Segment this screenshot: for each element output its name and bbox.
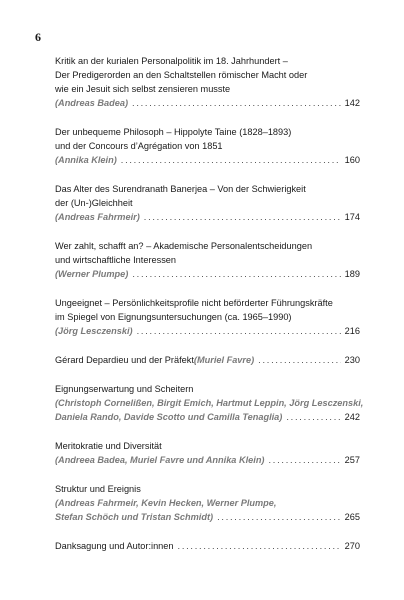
dot-leader [286,410,341,424]
entry-page-number: 270 [344,541,360,551]
toc-entry [55,539,360,553]
entry-final-line [55,324,360,338]
dot-leader [132,96,341,110]
entry-title-line: Der Predigerorden an den Schaltstellen römischer Macht oder [55,70,308,80]
entry-author-line: (Christoph Cornelißen, Birgit Emich, Hartmut Leppin, Jörg Lesczenski, [55,398,364,408]
entry-page-number: 242 [344,412,360,422]
toc-entry [55,182,360,224]
entry-final-line [55,410,360,424]
entry-title-line: Ungeeignet – Persönlichkeitsprofile nicht beförderter Führungskräfte [55,298,333,308]
entry-author: Stefan Schöch und Tristan Schmidt) [55,512,214,522]
entry-page-number: 230 [344,355,360,365]
entry-title-line: Eignungserwartung und Scheitern [55,384,194,394]
page-number: 6 [35,30,42,44]
entry-author-line: (Andreas Fahrmeir, Kevin Hecken, Werner Plumpe, [55,498,277,508]
entry-author: (Andreea Badea, Muriel Favre und Annika Klein) [55,455,265,465]
entry-title-line: Das Alter des Surendranath Banerjea – Von der Schwierigkeit [55,184,306,194]
toc-entry [55,482,360,524]
entry-final-line [55,453,360,467]
toc-entry [55,353,360,367]
entry-title-line: der (Un-)Gleichheit [55,198,133,208]
toc-entry [55,54,360,110]
dot-leader [132,267,341,281]
entry-title-line: Meritokratie und Diversität [55,441,162,451]
entry-author: (Jörg Lesczenski) [55,326,133,336]
dot-leader [121,153,341,167]
entry-page-number: 142 [344,98,360,108]
entry-page-number: 257 [344,455,360,465]
entry-author: (Andreas Fahrmeir) [55,212,140,222]
entry-author: (Annika Klein) [55,155,117,165]
entry-title: Gérard Depardieu und der Präfekt [55,355,194,365]
toc-entry [55,439,360,467]
entry-page-number: 160 [344,155,360,165]
entry-title-line: Struktur und Ereignis [55,484,141,494]
dot-leader [178,539,341,553]
dot-leader [144,210,341,224]
entry-final-line [55,153,360,167]
entry-title-line: im Spiegel von Eignungsuntersuchungen (ca. 1965–1990) [55,312,292,322]
dot-leader [217,510,341,524]
entry-final-line [55,539,360,553]
entry-final-line [55,510,360,524]
table-of-contents [55,54,364,568]
entry-author: Daniela Rando, Davide Scotto und Camilla Tenaglia) [55,412,283,422]
entry-title-line: wie ein Jesuit sich selbst zensieren musste [55,84,231,94]
entry-author: (Muriel Favre) [193,355,255,365]
entry-page-number: 216 [344,326,360,336]
entry-author: (Werner Plumpe) [55,269,129,279]
toc-entry [55,239,360,281]
dot-leader [269,453,342,467]
entry-page-number: 265 [344,512,360,522]
toc-entry [55,125,360,167]
entry-author: (Andreas Badea) [55,98,129,108]
dot-leader [258,353,341,367]
entry-title-line: Kritik an der kurialen Personalpolitik im 18. Jahrhundert – [55,56,288,66]
dot-leader [137,324,341,338]
entry-final-line [55,353,360,367]
entry-title-line: Wer zahlt, schafft an? – Akademische Personalentscheidungen [55,241,313,251]
entry-final-line [55,210,360,224]
entry-title-line: und wirtschaftliche Interessen [55,255,177,265]
entry-page-number: 189 [344,269,360,279]
toc-entry [55,296,360,338]
entry-page-number: 174 [344,212,360,222]
entry-final-line [55,267,360,281]
toc-entry [55,382,364,424]
entry-final-line [55,96,360,110]
entry-title-line: und der Concours d’Agrégation von 1851 [55,141,223,151]
entry-title: Danksagung und Autor:innen [55,541,174,551]
entry-title-line: Der unbequeme Philosoph – Hippolyte Taine (1828–1893) [55,127,292,137]
